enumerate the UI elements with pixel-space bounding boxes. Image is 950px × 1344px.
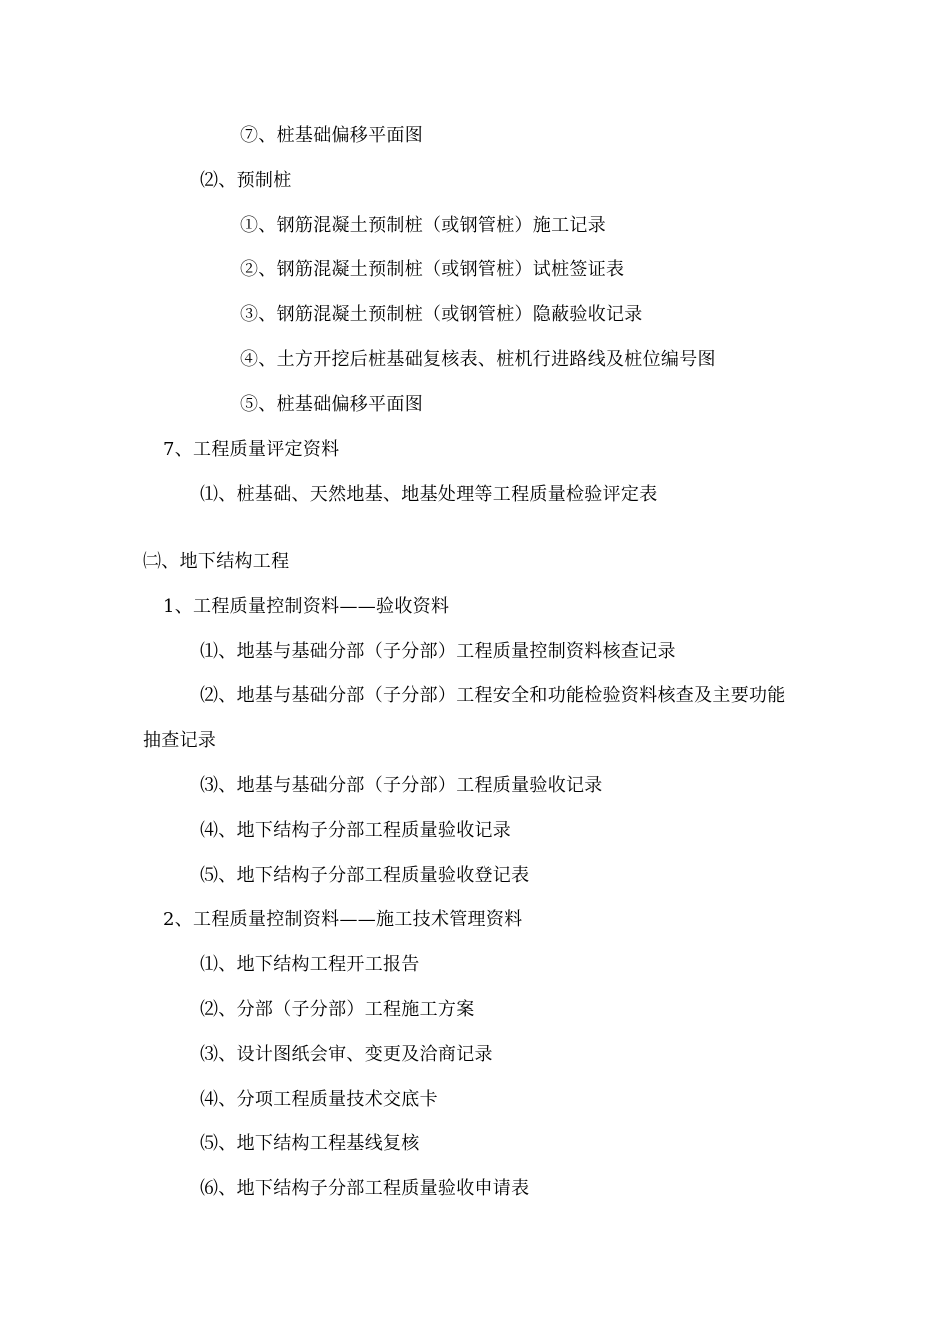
- text-line: ⑷、地下结构子分部工程质量验收记录: [200, 820, 512, 841]
- text-line: ⑶、地基与基础分部（子分部）工程质量验收记录: [200, 775, 603, 796]
- text-line: ⑵、地基与基础分部（子分部）工程安全和功能检验资料核查及主要功能: [200, 685, 786, 706]
- text-line: ②、钢筋混凝土预制桩（或钢管桩）试桩签证表: [240, 259, 625, 280]
- text-line: ⑦、桩基础偏移平面图: [240, 125, 423, 146]
- text-line: ③、钢筋混凝土预制桩（或钢管桩）隐蔽验收记录: [240, 304, 643, 325]
- text-line: ⑤、桩基础偏移平面图: [240, 394, 423, 415]
- text-line: ⑸、地下结构子分部工程质量验收登记表: [200, 865, 530, 886]
- text-line: ⑷、分项工程质量技术交底卡: [200, 1089, 438, 1110]
- text-line: ④、土方开挖后桩基础复核表、桩机行进路线及桩位编号图: [240, 349, 716, 370]
- chapter-heading: ㈡、地下结构工程: [143, 551, 290, 572]
- section-heading: 7、工程质量评定资料: [163, 439, 340, 460]
- text-line: ⑹、地下结构子分部工程质量验收申请表: [200, 1178, 530, 1199]
- text-line: ⑴、地基与基础分部（子分部）工程质量控制资料核查记录: [200, 641, 676, 662]
- text-line: ⑵、分部（子分部）工程施工方案: [200, 999, 475, 1020]
- text-line: ①、钢筋混凝土预制桩（或钢管桩）施工记录: [240, 215, 606, 236]
- text-line-continuation: 抽查记录: [143, 730, 217, 751]
- text-line: ⑴、地下结构工程开工报告: [200, 954, 420, 975]
- text-line: ⑶、设计图纸会审、变更及洽商记录: [200, 1044, 493, 1065]
- text-line: ⑸、地下结构工程基线复核: [200, 1133, 420, 1154]
- section-heading: 1、工程质量控制资料——验收资料: [163, 596, 450, 617]
- text-line: ⑵、预制桩: [200, 170, 292, 191]
- section-heading: 2、工程质量控制资料——施工技术管理资料: [163, 909, 523, 930]
- text-line: ⑴、桩基础、天然地基、地基处理等工程质量检验评定表: [200, 484, 658, 505]
